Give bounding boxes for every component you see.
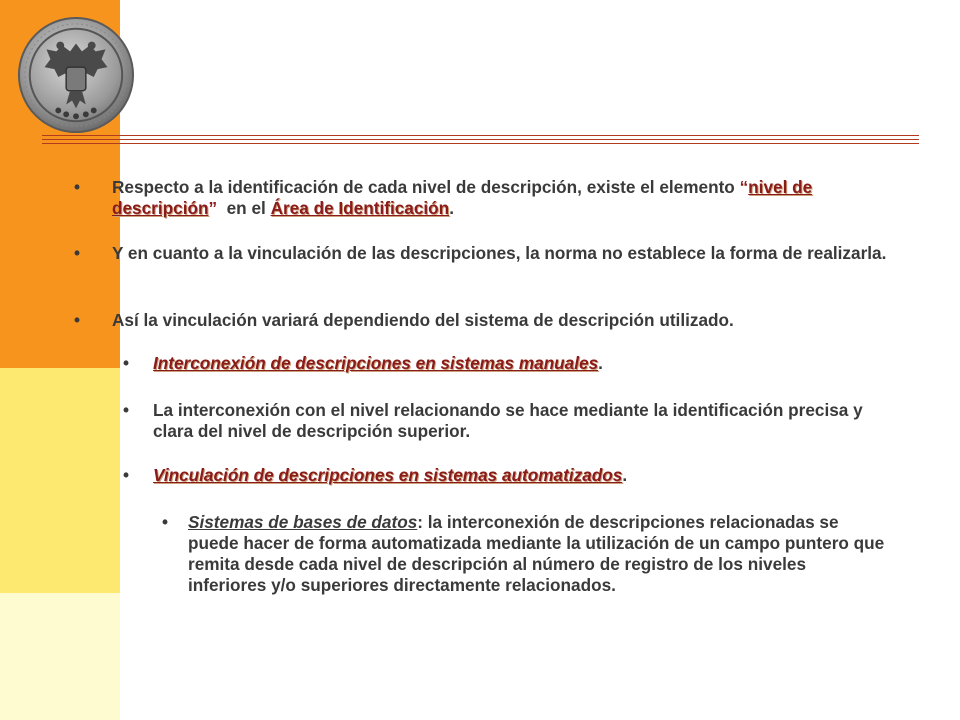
bullet-marker: • — [123, 465, 130, 485]
bullet-text: Así la vinculación variará dependiendo del sistema de descripción utilizado. — [112, 310, 734, 330]
term-sistemas-bases-de-datos: Sistemas de bases de datos — [188, 512, 418, 532]
bullet-text: Respecto a la identificación de cada nivel de descripción, existe el elemento — [112, 177, 740, 197]
bullet-text: . — [622, 465, 628, 485]
bullet-marker: • — [162, 512, 169, 532]
subsubbullet-bases-de-datos — [162, 512, 888, 596]
term-area-de-identificacion: Área de Identificación — [270, 198, 450, 218]
subbullet-sistemas-manuales — [123, 353, 873, 374]
term-nivel-de-descripcion: nivel de descripción — [112, 177, 813, 218]
subbullet-sistemas-automatizados — [123, 465, 873, 486]
bullet-text: . — [449, 198, 454, 218]
quote-open: “ — [739, 177, 749, 197]
bullet-vinculacion — [74, 243, 902, 264]
bullet-text: Y en cuanto a la vinculación de las descripciones, la norma no establece la forma de realizarla. — [112, 243, 887, 263]
quote-close: ” — [208, 198, 218, 218]
subbullet-interconexion — [123, 400, 873, 442]
bullet-marker: • — [123, 400, 130, 420]
bullet-marker: • — [74, 310, 81, 330]
term-vinculacion-automatizada: Vinculación de descripciones en sistemas automatizados — [153, 465, 623, 485]
bullet-text: en el — [217, 198, 271, 218]
bullet-text: La interconexión con el nivel relacionando se hace mediante la identificación precisa y clara del nivel de descripción superior. — [153, 400, 863, 441]
bullet-marker: • — [123, 353, 130, 373]
bullet-identificacion — [74, 177, 902, 219]
bullet-marker: • — [74, 243, 81, 263]
bullet-text: . — [598, 353, 603, 373]
bullet-variacion — [74, 310, 902, 331]
bullet-text: : la interconexión de descripciones relacionadas se puede hacer de forma automatizada mediante la utilización de un campo puntero que remita desde cada nivel de descripción al número de registro de los niveles inferiores y/o superiores directamente relacionados. — [188, 512, 885, 595]
bullet-marker: • — [74, 177, 81, 197]
term-interconexion-manual: Interconexión de descripciones en sistemas manuales — [153, 353, 599, 373]
